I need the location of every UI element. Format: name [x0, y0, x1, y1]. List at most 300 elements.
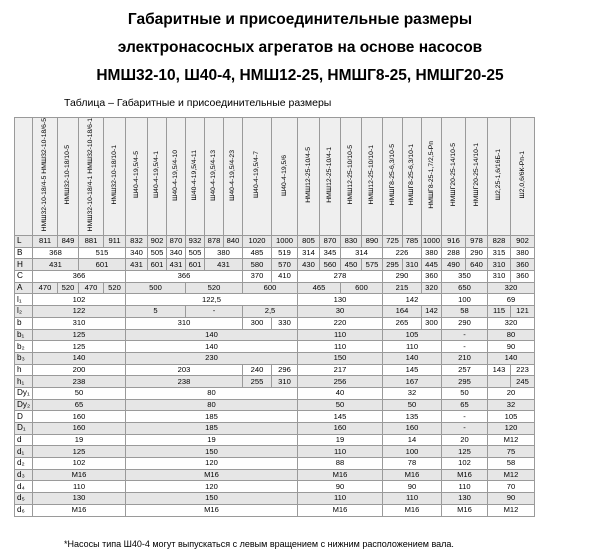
column-header-label: НМШГ8-25-6,3/10-5 [388, 144, 396, 206]
table-cell: 290 [466, 247, 488, 259]
table-cell: 431 [33, 259, 79, 271]
table-cell: 142 [383, 294, 442, 306]
column-header-label: НМШ12-25-10/10-5 [347, 145, 355, 205]
table-cell: 130 [442, 493, 488, 505]
table-cell: 570 [272, 259, 298, 271]
table-cell: 380 [422, 247, 442, 259]
table-cell: 295 [383, 259, 403, 271]
row-label: A [15, 282, 33, 294]
table-cell: 90 [298, 481, 383, 493]
table-cell: 932 [186, 236, 205, 248]
table-cell: 601 [186, 259, 205, 271]
table-cell: 58 [442, 306, 488, 318]
table-row [15, 306, 535, 318]
column-header-label: НМШГ20-25-14/10-5 [449, 143, 457, 207]
table-row [15, 259, 535, 271]
column-header-label: НМШ32-10-18/10-5 [64, 145, 72, 205]
table-cell: 160 [298, 423, 383, 435]
table-cell: 110 [298, 329, 383, 341]
table-cell: 340 [167, 247, 186, 259]
footnote: *Насосы типа Ш40-4 могут выпускаться с левым вращением с нижним расположением вала. [64, 539, 454, 549]
row-label: d [15, 434, 33, 446]
table-cell: 315 [488, 247, 511, 259]
column-header [362, 118, 383, 236]
table-cell: 310 [488, 271, 511, 283]
table-cell: 102 [33, 458, 126, 470]
table-cell: 125 [33, 329, 126, 341]
table-cell [488, 376, 511, 388]
table-cell: 832 [126, 236, 148, 248]
column-header-label: Ш40-4-19,5/4-1 [153, 151, 161, 199]
table-cell: M16 [126, 469, 298, 481]
row-label: L [15, 236, 33, 248]
table-cell: 115 [488, 306, 511, 318]
table-cell: M16 [298, 504, 383, 516]
table-cell: 32 [488, 399, 535, 411]
table-cell: 150 [298, 352, 383, 364]
table-cell: 310 [33, 317, 126, 329]
table-cell: 150 [126, 446, 298, 458]
table-cell: 257 [442, 364, 488, 376]
table-cell: 19 [33, 434, 126, 446]
table-cell: 849 [58, 236, 79, 248]
column-header [148, 118, 167, 236]
table-cell: 122,5 [126, 294, 298, 306]
table-cell: 90 [383, 481, 442, 493]
table-cell: M16 [383, 469, 442, 481]
table-cell: 890 [362, 236, 383, 248]
table-cell: 75 [488, 446, 535, 458]
table-cell: 520 [58, 282, 79, 294]
table-cell: M16 [383, 504, 442, 516]
column-header-label: Ш2,0,6/6К-Рп-1 [518, 151, 526, 199]
table-cell: 120 [126, 481, 298, 493]
table-cell: 120 [126, 458, 298, 470]
table-cell: 300 [422, 317, 442, 329]
table-row [15, 376, 535, 388]
table-row [15, 282, 535, 294]
table-cell: 450 [341, 259, 362, 271]
row-label: Dy₂ [15, 399, 33, 411]
table-cell: 310 [403, 259, 422, 271]
table-cell: 445 [422, 259, 442, 271]
table-cell: 360 [422, 271, 442, 283]
table-cell: 238 [33, 376, 126, 388]
table-row [15, 236, 535, 248]
row-label: d₂ [15, 458, 33, 470]
table-cell: 50 [383, 399, 442, 411]
table-cell: 902 [148, 236, 167, 248]
column-header [442, 118, 466, 236]
column-header [511, 118, 535, 236]
row-label: H [15, 259, 33, 271]
table-cell: 256 [298, 376, 383, 388]
column-header [79, 118, 104, 236]
table-cell: 601 [148, 259, 167, 271]
row-label: d₄ [15, 481, 33, 493]
table-cell: 870 [167, 236, 186, 248]
table-cell: 90 [488, 341, 535, 353]
table-cell: 185 [126, 423, 298, 435]
table-cell: 80 [488, 329, 535, 341]
table-row [15, 364, 535, 376]
table-cell: 32 [383, 387, 442, 399]
table-cell: 366 [33, 271, 126, 283]
table-cell: 217 [298, 364, 383, 376]
column-header [126, 118, 148, 236]
table-cell: 110 [33, 481, 126, 493]
row-label: b₁ [15, 329, 33, 341]
table-cell: 430 [298, 259, 320, 271]
table-cell: 140 [33, 352, 126, 364]
column-header [104, 118, 126, 236]
table-cell: 140 [488, 352, 535, 364]
table-cell: 431 [205, 259, 243, 271]
table-cell: M16 [126, 504, 298, 516]
table-cell: M12 [488, 469, 535, 481]
table-cell: M12 [488, 504, 535, 516]
table-cell: 90 [488, 493, 535, 505]
table-cell: 125 [33, 341, 126, 353]
table-row [15, 458, 535, 470]
table-cell: - [442, 329, 488, 341]
table-cell: 80 [126, 387, 298, 399]
table-cell: 122 [33, 306, 126, 318]
table-cell: 160 [383, 423, 442, 435]
table-cell: 245 [511, 376, 535, 388]
table-cell: 88 [298, 458, 383, 470]
table-cell: 840 [224, 236, 243, 248]
table-row [15, 469, 535, 481]
table-cell: 1000 [272, 236, 298, 248]
table-cell: 102 [33, 294, 126, 306]
table-cell: 80 [126, 399, 298, 411]
table-cell: 431 [126, 259, 148, 271]
table-cell: 110 [298, 341, 383, 353]
table-cell: 490 [442, 259, 466, 271]
table-cell: 215 [383, 282, 422, 294]
column-header-label: НМШ32-10-18/10-1 [110, 145, 118, 205]
table-cell: 575 [362, 259, 383, 271]
column-header-label: Ш40-4-19,5/4-11 [191, 149, 199, 201]
table-cell: 881 [79, 236, 104, 248]
table-cell: 805 [298, 236, 320, 248]
column-header [341, 118, 362, 236]
table-caption: Таблица – Габаритные и присоединительные размеры [64, 97, 332, 109]
table-cell: 360 [511, 259, 535, 271]
column-header [243, 118, 272, 236]
table-cell: 470 [79, 282, 104, 294]
table-cell: 345 [320, 247, 341, 259]
table-cell: 828 [488, 236, 511, 248]
column-header-label: Ш40-4-19,5/4-13 [210, 149, 218, 201]
table-cell: 19 [126, 434, 298, 446]
table-cell: - [442, 423, 488, 435]
column-header-label: НМШГ8-25-1,7/2,5-Рп [427, 141, 435, 209]
table-cell: 121 [511, 306, 535, 318]
header-corner-cell [15, 118, 33, 236]
table-cell: 830 [341, 236, 362, 248]
table-cell: 135 [383, 411, 442, 423]
table-cell: 105 [488, 411, 535, 423]
column-header [205, 118, 224, 236]
table-cell: 110 [298, 493, 383, 505]
row-label: D [15, 411, 33, 423]
table-cell: 160 [33, 411, 126, 423]
row-label: b₂ [15, 341, 33, 353]
table-cell: 878 [205, 236, 224, 248]
table-cell: 226 [383, 247, 422, 259]
row-label: b [15, 317, 33, 329]
table-cell: 20 [488, 387, 535, 399]
table-cell: M16 [298, 469, 383, 481]
column-header-label: Ш40-4-19,5/4-23 [229, 149, 237, 201]
table-cell: M12 [488, 434, 535, 446]
table-cell: 314 [298, 247, 320, 259]
column-header-label: НМШ32-10-18/4-1 НМШ32-10-18/6-1 [87, 118, 95, 232]
row-label: l₂ [15, 306, 33, 318]
page-title-line-3: НМШ32-10, Ш40-4, НМШ12-25, НМШГ8-25, НМШГ20-25 [96, 67, 504, 84]
table-cell: 130 [298, 294, 383, 306]
table-cell: 2,5 [243, 306, 298, 318]
column-header [58, 118, 79, 236]
table-cell: 295 [442, 376, 488, 388]
table-cell: 600 [341, 282, 383, 294]
row-label: d₃ [15, 469, 33, 481]
column-header-label: НМШ12-25-10/4-1 [326, 147, 334, 203]
table-cell: 200 [33, 364, 126, 376]
table-cell: 340 [126, 247, 148, 259]
table-cell: 100 [383, 446, 442, 458]
table-cell: 310 [126, 317, 243, 329]
table-cell: 14 [383, 434, 442, 446]
column-header [186, 118, 205, 236]
table-cell: 368 [33, 247, 79, 259]
table-cell: 19 [298, 434, 383, 446]
table-cell: 125 [33, 446, 126, 458]
table-cell: 600 [243, 282, 298, 294]
table-cell: 150 [126, 493, 298, 505]
table-cell: 911 [104, 236, 126, 248]
table-cell: 20 [442, 434, 488, 446]
table-row [15, 317, 535, 329]
table-cell: 785 [403, 236, 422, 248]
table-row [15, 399, 535, 411]
table-row [15, 329, 535, 341]
table-cell: 120 [488, 423, 535, 435]
table-cell: 650 [442, 282, 488, 294]
table-cell: 223 [511, 364, 535, 376]
table-cell: 145 [383, 364, 442, 376]
table-cell: 500 [126, 282, 186, 294]
table-cell: 142 [422, 306, 442, 318]
table-cell: 110 [442, 481, 488, 493]
table-cell: 520 [104, 282, 126, 294]
table-cell: 320 [488, 317, 535, 329]
table-cell: 978 [466, 236, 488, 248]
table-cell: M16 [442, 504, 488, 516]
column-header-label: Ш40-4-19,5/6 [280, 154, 288, 196]
table-cell: 50 [442, 387, 488, 399]
column-header-label: НМШ12-25-10/4-5 [304, 147, 312, 203]
table-cell: 110 [298, 446, 383, 458]
table-row [15, 271, 535, 283]
column-header-label: НМШ12-25-10/10-1 [368, 145, 376, 205]
table-cell: 310 [488, 259, 511, 271]
table-cell: 278 [298, 271, 383, 283]
table-cell: - [186, 306, 243, 318]
row-label: h [15, 364, 33, 376]
table-row [15, 504, 535, 516]
column-header-label: Ш40-4-19,5/4-10 [172, 149, 180, 201]
table-cell: 290 [442, 317, 488, 329]
table-cell: 366 [126, 271, 243, 283]
column-header-label: Ш2,25-1,6/16Б-1 [495, 149, 503, 201]
column-header-label: Ш40-4-19,5/4-7 [253, 151, 261, 199]
table-cell: 50 [33, 387, 126, 399]
column-header [383, 118, 403, 236]
table-cell: 240 [243, 364, 272, 376]
column-header [272, 118, 298, 236]
table-cell: 265 [383, 317, 422, 329]
table-cell: 69 [488, 294, 535, 306]
table-row [15, 493, 535, 505]
column-header [33, 118, 58, 236]
table-cell: 167 [383, 376, 442, 388]
column-header-label: НМШ32-10-18/4-5 НМШ32-10-18/6-5 [41, 118, 49, 232]
table-cell: M16 [442, 469, 488, 481]
table-cell: 505 [148, 247, 167, 259]
row-label: h₁ [15, 376, 33, 388]
table-cell: 811 [33, 236, 58, 248]
table-cell: 350 [442, 271, 488, 283]
table-row [15, 341, 535, 353]
table-row [15, 247, 535, 259]
table-cell: 330 [272, 317, 298, 329]
table-cell: 902 [511, 236, 535, 248]
table-cell: 40 [298, 387, 383, 399]
table-cell: 505 [186, 247, 205, 259]
table-cell: 314 [341, 247, 383, 259]
table-cell: 140 [383, 352, 442, 364]
table-cell: 1000 [423, 236, 440, 246]
column-header [167, 118, 186, 236]
table-cell: 185 [126, 411, 298, 423]
table-cell: 431 [167, 259, 186, 271]
table-cell: 58 [488, 458, 535, 470]
table-cell: 288 [442, 247, 466, 259]
row-label: b₃ [15, 352, 33, 364]
table-cell: 601 [79, 259, 126, 271]
column-header [403, 118, 422, 236]
table-cell: 300 [243, 317, 272, 329]
row-label: l₁ [15, 294, 33, 306]
table-cell: 296 [272, 364, 298, 376]
table-row [15, 411, 535, 423]
table-cell: 30 [298, 306, 383, 318]
table-cell: - [442, 411, 488, 423]
column-header-label: НМШГ8-25-6,3/10-1 [408, 144, 416, 206]
table-cell: 230 [126, 352, 298, 364]
table-cell: 515 [79, 247, 126, 259]
table-cell: 410 [272, 271, 298, 283]
table-cell: 370 [243, 271, 272, 283]
table-cell: 360 [511, 271, 535, 283]
table-cell: 78 [383, 458, 442, 470]
row-label: D₁ [15, 423, 33, 435]
table-cell: 320 [422, 282, 442, 294]
table-cell: 50 [298, 399, 383, 411]
dimensions-table [14, 117, 535, 517]
row-label: C [15, 271, 33, 283]
table-row [15, 294, 535, 306]
table-cell: 470 [33, 282, 58, 294]
column-header [488, 118, 511, 236]
page-title-line-1: Габаритные и присоединительные размеры [127, 11, 473, 28]
table-row [15, 434, 535, 446]
table-cell: 140 [126, 341, 298, 353]
table-cell: 140 [126, 329, 298, 341]
table-cell: - [442, 341, 488, 353]
table-cell: 203 [126, 364, 243, 376]
table-cell: 255 [243, 376, 272, 388]
row-label: d₅ [15, 493, 33, 505]
row-label: d₁ [15, 446, 33, 458]
table-cell: 640 [466, 259, 488, 271]
table-cell: 380 [205, 247, 243, 259]
table-cell: 290 [383, 271, 422, 283]
table-cell: 310 [272, 376, 298, 388]
table-cell: 70 [488, 481, 535, 493]
table-cell: 164 [383, 306, 422, 318]
table-header-row [15, 118, 535, 236]
table-cell: M16 [33, 469, 126, 481]
table-cell: 519 [272, 247, 298, 259]
page-title-line-2: электронасосных агрегатов на основе насосов [117, 39, 483, 56]
table-cell: 560 [320, 259, 341, 271]
table-cell: M16 [33, 504, 126, 516]
table-cell: 143 [488, 364, 511, 376]
table-cell: 238 [126, 376, 243, 388]
table-cell: 320 [488, 282, 535, 294]
row-label: B [15, 247, 33, 259]
table-cell: 210 [442, 352, 488, 364]
table-cell: 102 [442, 458, 488, 470]
table-cell: 220 [298, 317, 383, 329]
table-cell: 380 [511, 247, 535, 259]
table-cell: 870 [320, 236, 341, 248]
row-label: Dy₁ [15, 387, 33, 399]
table-cell: 65 [442, 399, 488, 411]
table-cell: 130 [33, 493, 126, 505]
column-header [422, 118, 442, 236]
table-cell: 160 [33, 423, 126, 435]
table-cell: 485 [243, 247, 272, 259]
table-cell: 100 [442, 294, 488, 306]
table-cell: 110 [383, 341, 442, 353]
table-row [15, 352, 535, 364]
table-row [15, 387, 535, 399]
table-cell: 65 [33, 399, 126, 411]
column-header-label: Ш40-4-19,5/4-5 [132, 151, 140, 199]
table-cell: 125 [442, 446, 488, 458]
column-header-label: НМШГ20-25-14/10-1 [472, 143, 480, 207]
table-cell: 110 [383, 493, 442, 505]
table-cell: 916 [442, 236, 466, 248]
table-cell: 580 [243, 259, 272, 271]
table-cell: 105 [383, 329, 442, 341]
table-row [15, 446, 535, 458]
